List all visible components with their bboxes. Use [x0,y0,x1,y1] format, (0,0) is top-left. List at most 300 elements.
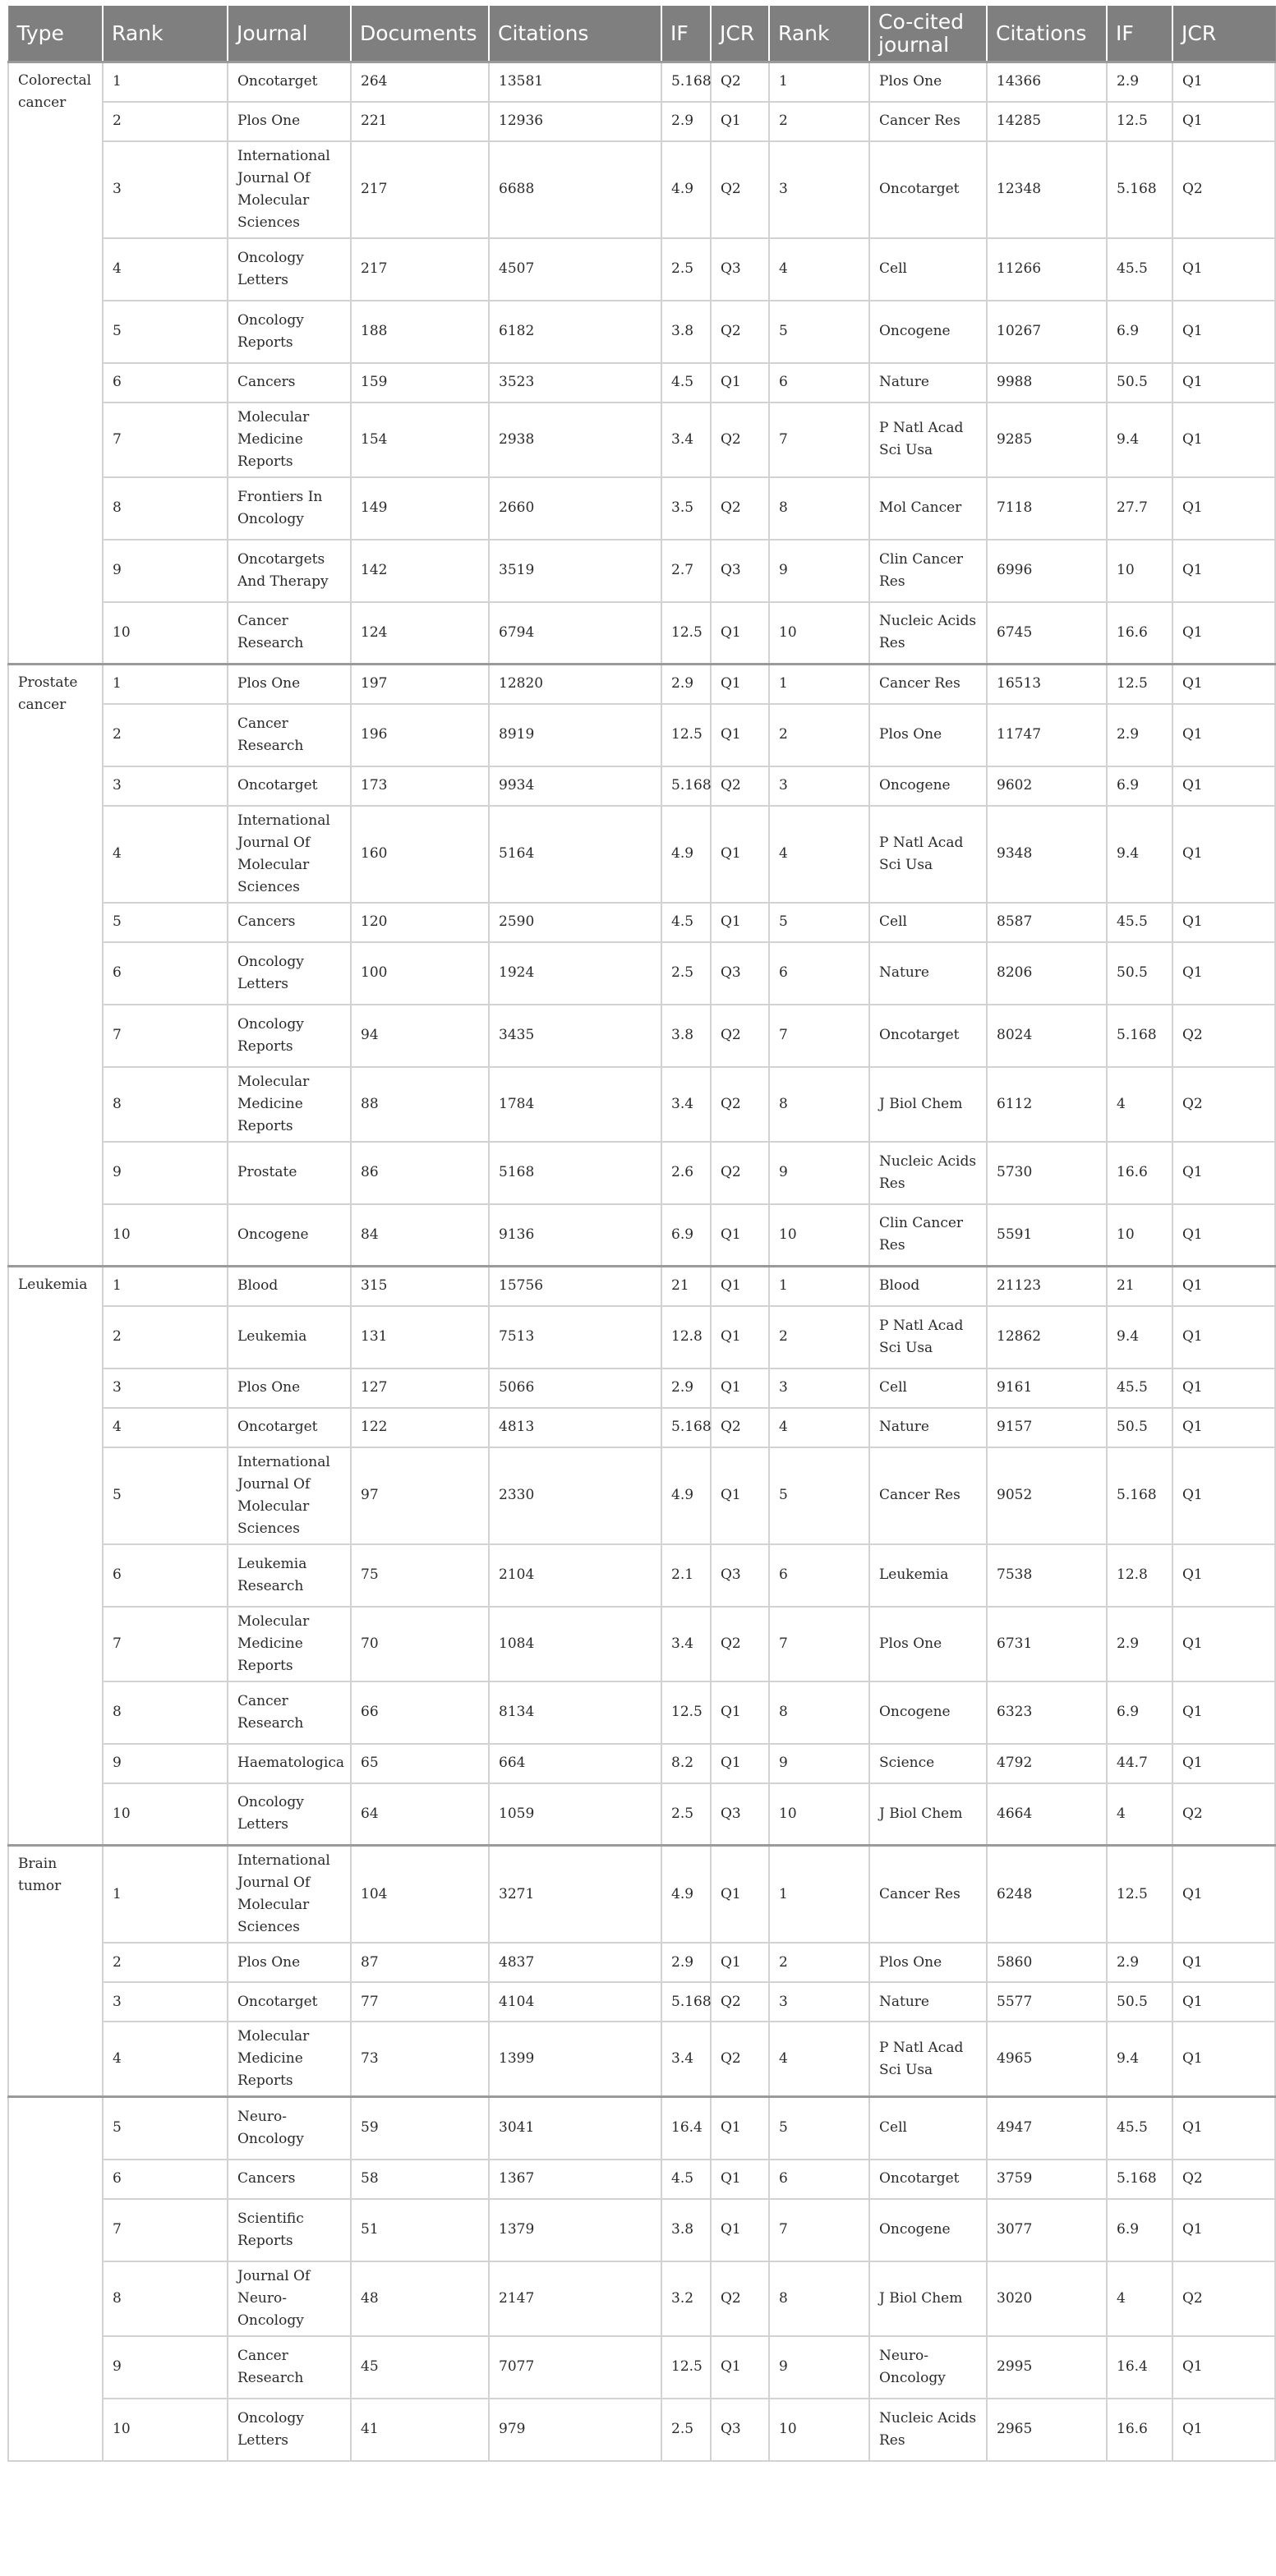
rank-cell: 8 [103,477,228,540]
rank-cell: 3 [103,1982,228,2022]
cocited-jcr-cell: Q1 [1172,766,1275,806]
cocited-jcr-cell: Q1 [1172,1267,1275,1306]
journal-cell: Cancers [228,363,351,402]
cocited-jcr-cell: Q1 [1172,704,1275,766]
documents-cell: 159 [351,363,489,402]
cocited-journal-cell: P Natl Acad Sci Usa [869,2022,987,2097]
cocited-rank-cell: 7 [769,2199,869,2261]
table-row [8,1943,1275,1982]
cocited-if-cell: 16.6 [1107,602,1172,665]
jcr-cell: Q1 [711,806,769,903]
if-cell: 8.2 [661,1744,711,1783]
cocited-if-cell: 50.5 [1107,1982,1172,2022]
cocited-if-cell: 44.7 [1107,1744,1172,1783]
cocited-rank-cell: 6 [769,363,869,402]
cocited-citations-cell: 8206 [987,942,1107,1005]
cocited-citations-cell: 12348 [987,141,1107,238]
cocited-rank-cell: 4 [769,1408,869,1447]
citations-cell: 1399 [489,2022,661,2097]
table-row [8,1681,1275,1744]
rank-cell: 8 [103,2261,228,2336]
cocited-if-cell: 9.4 [1107,1306,1172,1368]
table-row [8,301,1275,363]
header-if: IF [661,5,711,62]
cocited-journal-cell: Oncotarget [869,141,987,238]
cocited-citations-cell: 12862 [987,1306,1107,1368]
journal-cell: Cancer Research [228,602,351,665]
cocited-jcr-cell: Q1 [1172,301,1275,363]
rank-cell: 6 [103,942,228,1005]
rank-cell: 5 [103,2097,228,2160]
cocited-journal-cell: Plos One [869,1607,987,1681]
documents-cell: 196 [351,704,489,766]
cocited-rank-cell: 10 [769,602,869,665]
citations-cell: 15756 [489,1267,661,1306]
rank-cell: 6 [103,2160,228,2199]
if-cell: 12.5 [661,704,711,766]
cocited-journal-cell: P Natl Acad Sci Usa [869,806,987,903]
journal-cell: International Journal Of Molecular Sciences [228,806,351,903]
cocited-if-cell: 6.9 [1107,301,1172,363]
cocited-jcr-cell: Q1 [1172,1982,1275,2022]
cocited-jcr-cell: Q1 [1172,1306,1275,1368]
cocited-citations-cell: 2965 [987,2399,1107,2461]
cocited-journal-cell: Cancer Res [869,1447,987,1544]
cocited-if-cell: 9.4 [1107,806,1172,903]
cocited-rank-cell: 2 [769,704,869,766]
rank-cell: 7 [103,2199,228,2261]
jcr-cell: Q3 [711,2399,769,2461]
table-row [8,602,1275,665]
citations-cell: 4813 [489,1408,661,1447]
cocited-rank-cell: 2 [769,1306,869,1368]
citations-cell: 3271 [489,1846,661,1944]
if-cell: 6.9 [661,1204,711,1267]
cocited-journal-cell: Oncogene [869,1681,987,1744]
jcr-cell: Q1 [711,2199,769,2261]
cocited-rank-cell: 10 [769,1204,869,1267]
cancer-type-cell: Brain tumor [8,1846,103,2097]
cocited-jcr-cell: Q1 [1172,2097,1275,2160]
if-cell: 3.4 [661,1067,711,1142]
cocited-journal-cell: P Natl Acad Sci Usa [869,1306,987,1368]
rank-cell: 7 [103,1607,228,1681]
journal-cell: Molecular Medicine Reports [228,1067,351,1142]
jcr-cell: Q1 [711,1204,769,1267]
cocited-citations-cell: 5730 [987,1142,1107,1204]
header-cocited-citations: Citations [987,5,1107,62]
journal-cell: Cancers [228,2160,351,2199]
cocited-if-cell: 16.4 [1107,2336,1172,2399]
journal-cell: Molecular Medicine Reports [228,2022,351,2097]
cocited-rank-cell: 3 [769,766,869,806]
cocited-if-cell: 10 [1107,540,1172,602]
jcr-cell: Q2 [711,141,769,238]
rank-cell: 6 [103,1544,228,1607]
documents-cell: 122 [351,1408,489,1447]
cocited-jcr-cell: Q1 [1172,102,1275,141]
table-row [8,806,1275,903]
documents-cell: 221 [351,102,489,141]
cocited-rank-cell: 4 [769,238,869,301]
cocited-if-cell: 16.6 [1107,1142,1172,1204]
cocited-jcr-cell: Q1 [1172,1142,1275,1204]
rank-cell: 8 [103,1067,228,1142]
cocited-citations-cell: 11747 [987,704,1107,766]
table-row [8,2399,1275,2461]
if-cell: 5.168 [661,1408,711,1447]
cocited-citations-cell: 14366 [987,62,1107,102]
jcr-cell: Q3 [711,1544,769,1607]
cocited-rank-cell: 2 [769,1943,869,1982]
jcr-cell: Q1 [711,363,769,402]
cocited-jcr-cell: Q1 [1172,363,1275,402]
if-cell: 3.4 [661,402,711,477]
cocited-if-cell: 5.168 [1107,1447,1172,1544]
cocited-journal-cell: Oncogene [869,301,987,363]
jcr-cell: Q1 [711,1846,769,1944]
table-row [8,1982,1275,2022]
jcr-cell: Q1 [711,602,769,665]
cocited-journal-cell: Cancer Res [869,1846,987,1944]
journal-cell: Plos One [228,102,351,141]
citations-cell: 1059 [489,1783,661,1846]
cocited-journal-cell: J Biol Chem [869,1067,987,1142]
cocited-jcr-cell: Q1 [1172,602,1275,665]
documents-cell: 154 [351,402,489,477]
jcr-cell: Q2 [711,1005,769,1067]
if-cell: 2.1 [661,1544,711,1607]
documents-cell: 217 [351,141,489,238]
cocited-if-cell: 6.9 [1107,1681,1172,1744]
jcr-cell: Q2 [711,766,769,806]
cocited-rank-cell: 7 [769,1005,869,1067]
cocited-rank-cell: 8 [769,477,869,540]
if-cell: 4.5 [661,363,711,402]
jcr-cell: Q1 [711,1681,769,1744]
if-cell: 4.5 [661,903,711,942]
rank-cell: 4 [103,1408,228,1447]
citations-cell: 8134 [489,1681,661,1744]
table-row [8,102,1275,141]
journal-cell: Oncology Letters [228,1783,351,1846]
cocited-journal-cell: Cell [869,238,987,301]
cocited-journal-cell: Cancer Res [869,102,987,141]
cocited-jcr-cell: Q1 [1172,1204,1275,1267]
cocited-rank-cell: 1 [769,665,869,704]
journal-cell: Plos One [228,1943,351,1982]
rank-cell: 4 [103,2022,228,2097]
documents-cell: 127 [351,1368,489,1408]
jcr-cell: Q1 [711,102,769,141]
cocited-journal-cell: Oncotarget [869,2160,987,2199]
journal-cell: Leukemia [228,1306,351,1368]
journal-cell: Oncology Reports [228,1005,351,1067]
documents-cell: 264 [351,62,489,102]
cocited-rank-cell: 1 [769,1267,869,1306]
cocited-if-cell: 45.5 [1107,238,1172,301]
documents-cell: 100 [351,942,489,1005]
cocited-citations-cell: 9988 [987,363,1107,402]
cocited-jcr-cell: Q1 [1172,903,1275,942]
cocited-if-cell: 45.5 [1107,2097,1172,2160]
cocited-if-cell: 9.4 [1107,402,1172,477]
documents-cell: 88 [351,1067,489,1142]
citations-cell: 3435 [489,1005,661,1067]
cocited-if-cell: 50.5 [1107,363,1172,402]
header-citations: Citations [489,5,661,62]
journal-cell: International Journal Of Molecular Sciences [228,1447,351,1544]
rank-cell: 3 [103,766,228,806]
cocited-journal-cell: Cancer Res [869,665,987,704]
documents-cell: 87 [351,1943,489,1982]
journal-cell: Journal Of Neuro-Oncology [228,2261,351,2336]
documents-cell: 120 [351,903,489,942]
cocited-rank-cell: 10 [769,1783,869,1846]
cocited-if-cell: 6.9 [1107,2199,1172,2261]
rank-cell: 4 [103,806,228,903]
cocited-jcr-cell: Q1 [1172,2399,1275,2461]
cancer-type-cell: Colorectal cancer [8,62,103,665]
cocited-rank-cell: 3 [769,141,869,238]
table-row [8,1447,1275,1544]
cocited-if-cell: 5.168 [1107,1005,1172,1067]
cocited-citations-cell: 6112 [987,1067,1107,1142]
if-cell: 3.2 [661,2261,711,2336]
cocited-rank-cell: 9 [769,1744,869,1783]
if-cell: 2.5 [661,238,711,301]
cocited-journal-cell: Neuro-Oncology [869,2336,987,2399]
cocited-citations-cell: 14285 [987,102,1107,141]
documents-cell: 217 [351,238,489,301]
table-row [8,1142,1275,1204]
cancer-type-cell [8,2097,103,2461]
documents-cell: 73 [351,2022,489,2097]
table-row [8,1607,1275,1681]
cocited-if-cell: 12.5 [1107,102,1172,141]
cocited-journal-cell: Nature [869,1982,987,2022]
table-row [8,363,1275,402]
header-cocited-rank: Rank [769,5,869,62]
documents-cell: 173 [351,766,489,806]
cocited-jcr-cell: Q1 [1172,477,1275,540]
citations-cell: 6182 [489,301,661,363]
rank-cell: 7 [103,1005,228,1067]
if-cell: 3.8 [661,2199,711,2261]
table-row [8,2261,1275,2336]
table-row [8,1306,1275,1368]
journal-cell: Oncotarget [228,1408,351,1447]
table-row [8,402,1275,477]
cocited-citations-cell: 3759 [987,2160,1107,2199]
citations-cell: 6688 [489,141,661,238]
jcr-cell: Q3 [711,540,769,602]
cocited-if-cell: 12.5 [1107,1846,1172,1944]
cocited-journal-cell: Nucleic Acids Res [869,1142,987,1204]
jcr-cell: Q1 [711,2097,769,2160]
jcr-cell: Q1 [711,665,769,704]
table-row [8,903,1275,942]
jcr-cell: Q2 [711,1408,769,1447]
cocited-if-cell: 6.9 [1107,766,1172,806]
if-cell: 2.9 [661,665,711,704]
cocited-rank-cell: 7 [769,402,869,477]
cocited-journal-cell: Science [869,1744,987,1783]
rank-cell: 1 [103,1267,228,1306]
rank-cell: 1 [103,1846,228,1944]
citations-cell: 5164 [489,806,661,903]
journal-cell: Cancer Research [228,1681,351,1744]
cocited-if-cell: 50.5 [1107,942,1172,1005]
cocited-citations-cell: 9052 [987,1447,1107,1544]
cocited-citations-cell: 16513 [987,665,1107,704]
jcr-cell: Q2 [711,2261,769,2336]
cocited-citations-cell: 6996 [987,540,1107,602]
rank-cell: 9 [103,1142,228,1204]
jcr-cell: Q2 [711,402,769,477]
cocited-citations-cell: 8024 [987,1005,1107,1067]
rank-cell: 10 [103,2399,228,2461]
table-row [8,62,1275,102]
citations-cell: 2590 [489,903,661,942]
cocited-rank-cell: 7 [769,1607,869,1681]
rank-cell: 3 [103,1368,228,1408]
header-cocited-if: IF [1107,5,1172,62]
cocited-citations-cell: 3077 [987,2199,1107,2261]
journal-cell: Molecular Medicine Reports [228,402,351,477]
citations-cell: 4104 [489,1982,661,2022]
cocited-citations-cell: 9602 [987,766,1107,806]
cocited-journal-cell: Nucleic Acids Res [869,602,987,665]
citations-cell: 1084 [489,1607,661,1681]
cocited-if-cell: 5.168 [1107,141,1172,238]
cocited-journal-cell: Leukemia [869,1544,987,1607]
journal-cell: Scientific Reports [228,2199,351,2261]
citations-cell: 9136 [489,1204,661,1267]
cocited-jcr-cell: Q1 [1172,1846,1275,1944]
citations-cell: 2330 [489,1447,661,1544]
jcr-cell: Q2 [711,1067,769,1142]
rank-cell: 2 [103,102,228,141]
citations-cell: 7077 [489,2336,661,2399]
jcr-cell: Q1 [711,1306,769,1368]
if-cell: 5.168 [661,1982,711,2022]
cocited-jcr-cell: Q1 [1172,1368,1275,1408]
citations-cell: 8919 [489,704,661,766]
cocited-citations-cell: 2995 [987,2336,1107,2399]
citations-cell: 664 [489,1744,661,1783]
cocited-journal-cell: Plos One [869,704,987,766]
rank-cell: 5 [103,903,228,942]
cocited-citations-cell: 3020 [987,2261,1107,2336]
if-cell: 3.4 [661,2022,711,2097]
documents-cell: 45 [351,2336,489,2399]
journal-cell: Frontiers In Oncology [228,477,351,540]
cocited-journal-cell: Cell [869,2097,987,2160]
cocited-journal-cell: J Biol Chem [869,1783,987,1846]
cocited-citations-cell: 9161 [987,1368,1107,1408]
cocited-jcr-cell: Q1 [1172,2199,1275,2261]
documents-cell: 188 [351,301,489,363]
cocited-citations-cell: 8587 [987,903,1107,942]
rank-cell: 10 [103,1783,228,1846]
jcr-cell: Q3 [711,238,769,301]
journal-cell: Oncotargets And Therapy [228,540,351,602]
cocited-rank-cell: 10 [769,2399,869,2461]
cocited-citations-cell: 4947 [987,2097,1107,2160]
journal-cell: Oncology Reports [228,301,351,363]
cocited-citations-cell: 5860 [987,1943,1107,1982]
cocited-rank-cell: 4 [769,2022,869,2097]
journal-cell: Blood [228,1267,351,1306]
cocited-citations-cell: 5577 [987,1982,1107,2022]
cocited-jcr-cell: Q1 [1172,2022,1275,2097]
documents-cell: 124 [351,602,489,665]
cocited-jcr-cell: Q1 [1172,665,1275,704]
cocited-rank-cell: 3 [769,1368,869,1408]
cocited-citations-cell: 10267 [987,301,1107,363]
cocited-citations-cell: 6745 [987,602,1107,665]
rank-cell: 9 [103,1744,228,1783]
cocited-journal-cell: Oncogene [869,2199,987,2261]
cocited-jcr-cell: Q1 [1172,942,1275,1005]
if-cell: 3.8 [661,1005,711,1067]
if-cell: 5.168 [661,766,711,806]
rank-cell: 6 [103,363,228,402]
journal-cell: Oncology Letters [228,942,351,1005]
header-journal: Journal [228,5,351,62]
table-row [8,238,1275,301]
journal-cell: Leukemia Research [228,1544,351,1607]
cocited-citations-cell: 7538 [987,1544,1107,1607]
if-cell: 2.5 [661,942,711,1005]
citations-cell: 4837 [489,1943,661,1982]
cocited-rank-cell: 5 [769,2097,869,2160]
cocited-jcr-cell: Q2 [1172,2160,1275,2199]
cocited-journal-cell: Nature [869,942,987,1005]
table-row [8,1846,1275,1944]
documents-cell: 142 [351,540,489,602]
cocited-jcr-cell: Q1 [1172,1943,1275,1982]
documents-cell: 77 [351,1982,489,2022]
citations-cell: 13581 [489,62,661,102]
if-cell: 4.9 [661,806,711,903]
journal-cell: Cancer Research [228,2336,351,2399]
table-row [8,1204,1275,1267]
journal-cell: Oncotarget [228,62,351,102]
documents-cell: 51 [351,2199,489,2261]
documents-cell: 58 [351,2160,489,2199]
cocited-jcr-cell: Q1 [1172,62,1275,102]
if-cell: 21 [661,1267,711,1306]
rank-cell: 2 [103,704,228,766]
cocited-journal-cell: Cell [869,903,987,942]
cocited-journal-cell: Cell [869,1368,987,1408]
if-cell: 4.5 [661,2160,711,2199]
cocited-jcr-cell: Q1 [1172,1447,1275,1544]
citations-cell: 3041 [489,2097,661,2160]
table-row [8,1267,1275,1306]
if-cell: 12.8 [661,1306,711,1368]
cocited-rank-cell: 6 [769,942,869,1005]
cocited-citations-cell: 9157 [987,1408,1107,1447]
cocited-if-cell: 27.7 [1107,477,1172,540]
cocited-jcr-cell: Q2 [1172,141,1275,238]
cocited-if-cell: 2.9 [1107,704,1172,766]
documents-cell: 64 [351,1783,489,1846]
cocited-rank-cell: 4 [769,806,869,903]
cocited-journal-cell: J Biol Chem [869,2261,987,2336]
